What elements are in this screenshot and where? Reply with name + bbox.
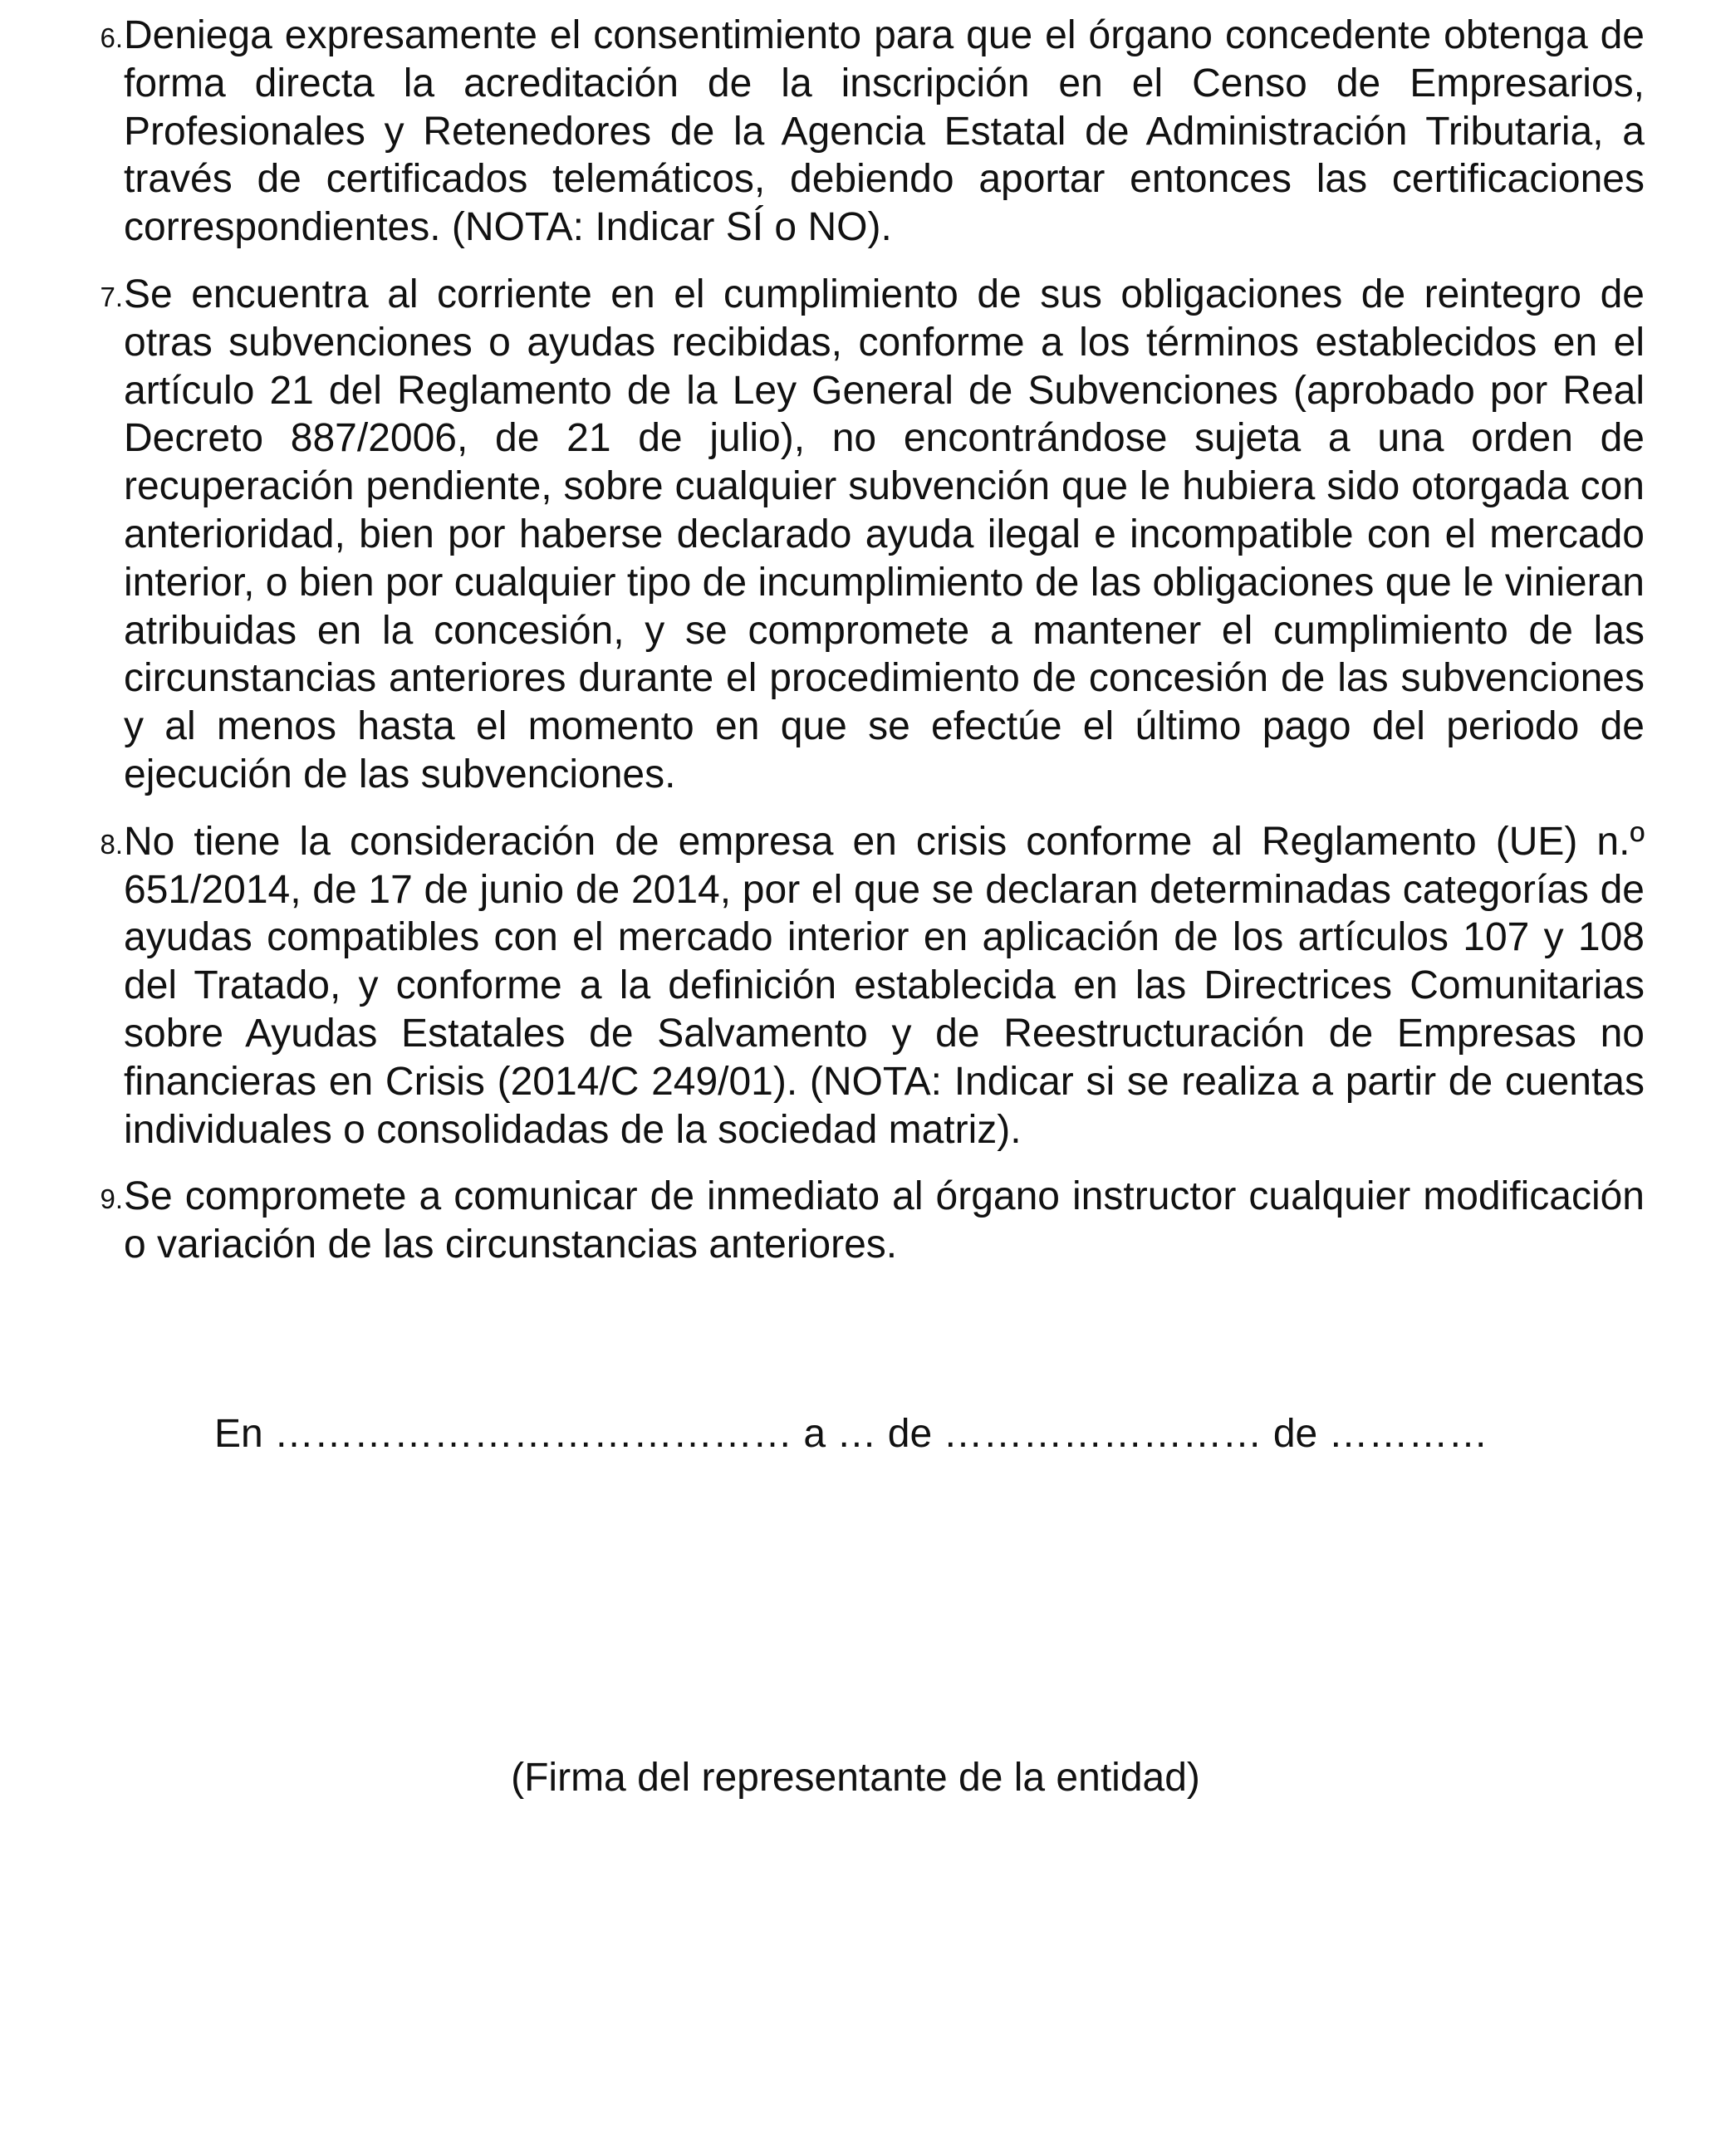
clause-text: Deniega expresamente el consentimiento para que el órgano concedente obtenga de forma directa la acreditación de la inscripción en el Censo de Empresarios, Profesionales y Retenedores de la Agencia Estatal de Administración Tributaria, a través de certificados telemáticos, debiendo aportar entonces las certificaciones correspondientes. (NOTA: Indicar SÍ o NO). xyxy=(124,13,1645,250)
clause-item-7 xyxy=(66,271,1645,799)
clause-text: Se encuentra al corriente en el cumplimiento de sus obligaciones de reintegro de otras subvenciones o ayudas recibidas, conforme a los términos establecidos en el artículo 21 del Reglamento de la Ley General de Subvenciones (aprobado por Real Decreto 887/2006, de 21 de julio), no encontrándose sujeta a una orden de recuperación pendiente, sobre cualquier subvención que le hubiera sido otorgada con anterioridad, bien por haberse declarado ayuda ilegal e incompatible con el mercado interior, o bien por cualquier tipo de incumplimiento de las obligaciones que le vinieran atribuidas en la concesión, y se compromete a mantener el cumplimiento de las circunstancias anteriores durante el procedimiento de concesión de las subvenciones y al menos hasta el momento en que se efectúe el último pago del periodo de ejecución de las subvenciones. xyxy=(124,272,1645,796)
clause-number: 8. xyxy=(100,828,123,860)
clause-item-9 xyxy=(66,1173,1645,1269)
clause-number: 6. xyxy=(100,22,123,53)
clause-number: 7. xyxy=(100,281,123,312)
clause-number: 9. xyxy=(100,1183,123,1215)
signature-caption: (Firma del representante de la entidad) xyxy=(511,1756,1200,1800)
clause-text: No tiene la consideración de empresa en crisis conforme al Reglamento (UE) n.º 651/2014, de 17 de junio de 2014, por el que se declaran determinadas categorías de ayudas compatibles con el mercado interior en aplicación de los artículos 107 y 108 del Tratado, y conforme a la definición establecida en las Directrices Comunitarias sobre Ayudas Estatales de Salvamento y de Reestructuración de Empresas no financieras en Crisis (2014/C 249/01). (NOTA: Indicar si se realiza a partir de cuentas individuales o consolidadas de la sociedad matriz). xyxy=(124,819,1645,1152)
clause-list xyxy=(66,12,1645,1288)
place-date-line: En ………………………………… a … de …………………… de ………… xyxy=(214,1412,1488,1456)
clause-item-8 xyxy=(66,818,1645,1154)
clause-item-6 xyxy=(66,12,1645,252)
clause-text: Se compromete a comunicar de inmediato al órgano instructor cualquier modificación o variación de las circunstancias anteriores. xyxy=(124,1174,1645,1267)
